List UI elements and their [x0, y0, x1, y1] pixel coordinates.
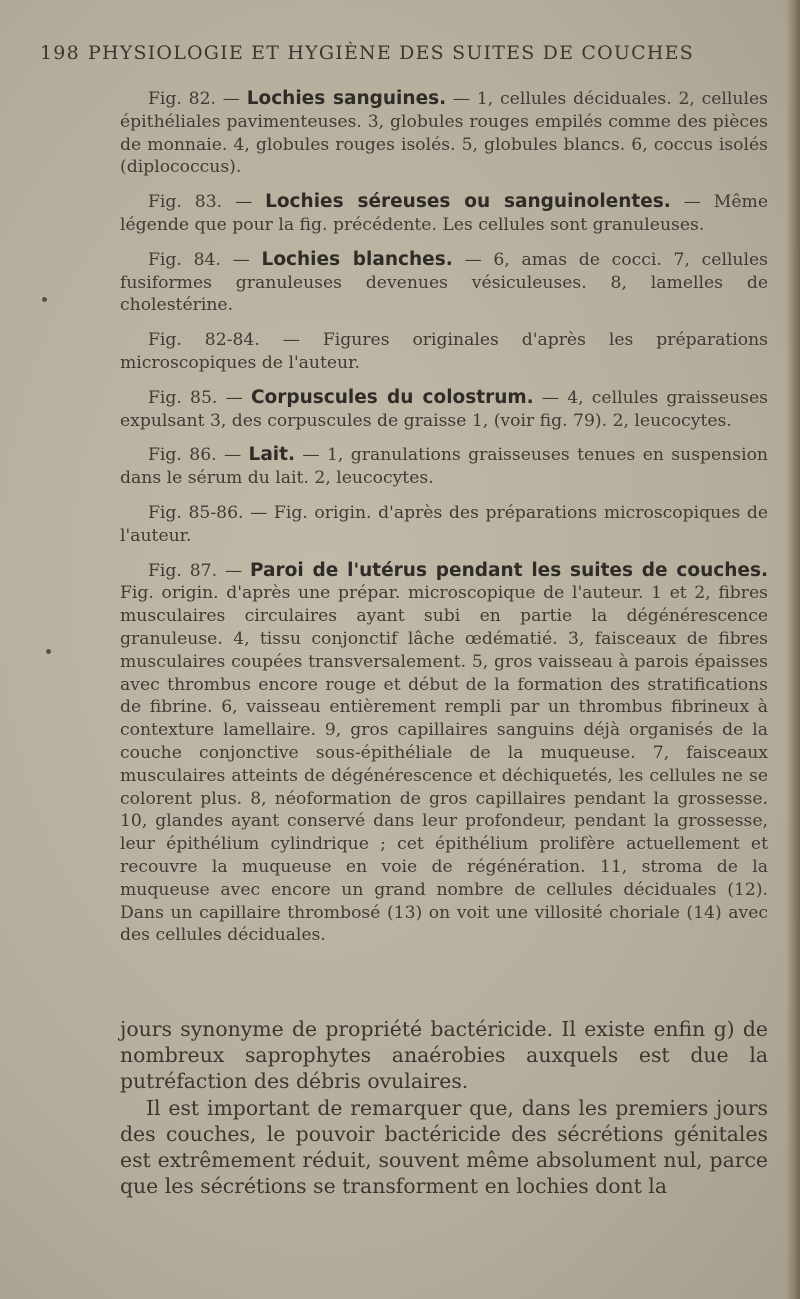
legend-title: Lochies sanguines. — [246, 88, 447, 109]
ink-speck — [42, 297, 47, 302]
ink-speck — [46, 649, 51, 654]
legend-fig-82-84-source: Fig. 82-84. — Figures originales d'après les préparations microscopiques de l'auteur. — [120, 330, 768, 373]
legend-title: Lochies séreuses ou sanguinolentes. — [265, 191, 671, 213]
page-edge-shadow — [786, 0, 800, 1299]
legend-fig-85: Fig. 85. — Corpuscules du colostrum. — 4, cellules graisseuses expulsant 3, des corpuscules de graisse 1, (voir fig. 79). 2, leucocytes. — [120, 386, 768, 431]
legend-fig-84: Fig. 84. — Lochies blanches. — 6, amas de cocci. 7, cellules fusiformes granuleuses devenues vésiculeuses. 8, lamelles de cholestérine. — [120, 248, 768, 316]
legend-fig-87: Fig. 87. — Paroi de l'utérus pendant les suites de couches. Fig. origin. d'après une prépar. microscopique de l'auteur. 1 et 2, fibres musculaires circulaires ayant subi en partie la dégénérescence granuleuse. 4, tissu conjonctif lâche œdématié. 3, faisceaux de fibres musculaires coupées transversalement. 5, gros vaisseau à parois épaisses avec thrombus encore rouge et début de la formation des stratifications de fibrine. 6, vaisseau entièrement rempli par un thrombus fibrineux à contexture lamellaire. 9, gros capillaires sanguins déjà organisés de la couche conjonctive sous-épithéliale de la muqueuse. 7, faisceaux musculaires atteints de dégénérescence et déchiquetés, les cellules ne se colorent plus. 8, néoformation de gros capillaires pendant la grossesse. 10, glandes ayant conservé dans leur profondeur, pendant la grossesse, leur épithélium cylindrique ; cet épithélium prolifère actuellement et recouvre la muqueuse en voie de régénération. 11, stroma de la muqueuse avec encore un grand nombre de cellules déciduales (12). Dans un capillaire thrombosé (13) on voit une villosité choriale (14) avec des cellules déciduales. — [120, 559, 768, 946]
page-number: 198 — [40, 42, 80, 64]
running-header — [40, 42, 760, 72]
body-paragraph: Il est important de remarquer que, dans les premiers jours des couches, le pouvoir bactéricide des sécrétions génitales est extrêmement réduit, souvent même absolument nul, parce que les sécrétions se transforment en lochies dont la — [120, 1095, 768, 1199]
legend-title: Corpuscules du colostrum. — [250, 386, 534, 408]
body-paragraph: jours synonyme de propriété bactéricide. Il existe enfin g) de nombreux saprophytes anaérobies auxquels est due la putréfaction des débris ovulaires. — [120, 1017, 768, 1094]
legend-fig-82: Fig. 82. — Lochies sanguines. — 1, cellules déciduales. 2, cellules épithéliales pavimenteuses. 3, globules rouges empilés comme des pièces de monnaie. 4, globules rouges isolés. 5, globules blancs. 6, coccus isolés (diplococcus). — [120, 88, 768, 178]
legend-title: Lochies blanches. — [261, 248, 453, 270]
legend-fig-83: Fig. 83. — Lochies séreuses ou sanguinolentes. — Même légende que pour la fig. précédente. Les cellules sont granuleuses. — [120, 191, 768, 235]
figure-legends — [120, 88, 768, 959]
legend-fig-85-86-source: Fig. 85-86. — Fig. origin. d'après des préparations microscopiques de l'auteur. — [120, 502, 768, 546]
running-title: PHYSIOLOGIE ET HYGIÈNE DES SUITES DE COUCHES — [88, 42, 694, 64]
body-text — [120, 1016, 768, 1199]
legend-title: Lait. — [248, 444, 296, 466]
legend-title: Paroi de l'utérus pendant les suites de couches. — [249, 559, 768, 581]
legend-fig-86: Fig. 86. — Lait. — 1, granulations graisseuses tenues en suspension dans le sérum du lait. 2, leucocytes. — [120, 444, 768, 489]
